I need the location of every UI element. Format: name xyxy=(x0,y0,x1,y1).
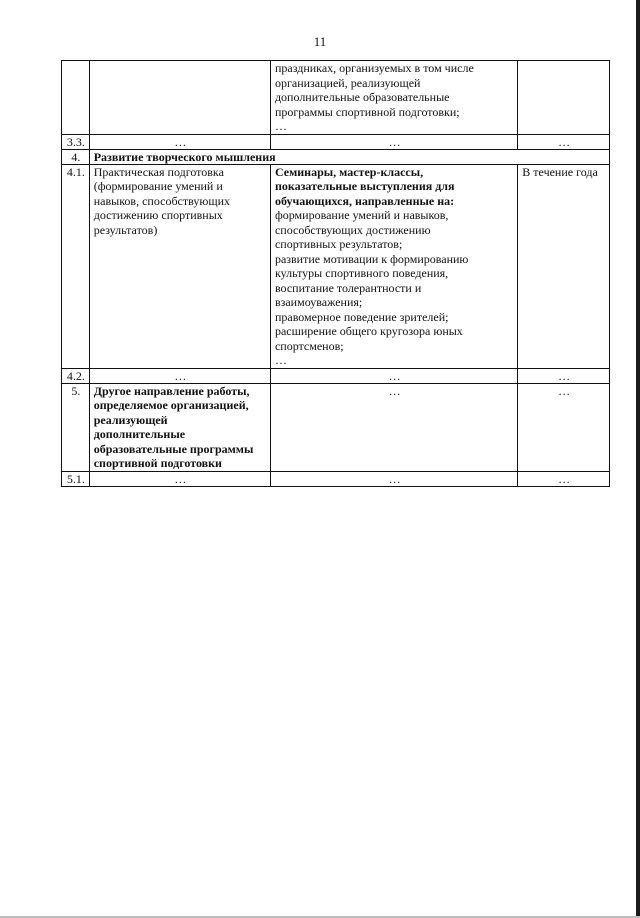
table-row xyxy=(62,61,610,135)
content-bold-line: обучающихся, направленные на: xyxy=(274,193,455,208)
cell-date: … xyxy=(518,471,610,486)
name-line: навыков, способствующих xyxy=(93,193,231,208)
content-line: правомерное поведение зрителей; xyxy=(274,309,449,324)
name-bold-line: дополнительные xyxy=(93,427,186,441)
cell-content: … xyxy=(270,383,517,471)
name-bold-line: Другое направление работы, xyxy=(93,383,250,398)
cell-date: … xyxy=(518,134,610,149)
cell-name: … xyxy=(89,134,270,149)
cell-content: … xyxy=(270,471,517,486)
content-bold-line: показательные выступления для xyxy=(274,179,455,193)
content-line: организацией, реализующей xyxy=(274,75,421,90)
cell-content xyxy=(270,61,517,135)
table-row xyxy=(62,368,610,383)
name-line: (формирование умений и xyxy=(93,179,223,193)
cell-name xyxy=(89,61,270,135)
page-number: 11 xyxy=(313,34,327,49)
name-bold-line: реализующей xyxy=(93,412,168,427)
table-row xyxy=(62,164,610,368)
content-line: … xyxy=(274,353,287,367)
name-bold-line: определяемое организацией, xyxy=(93,398,249,412)
cell-content: … xyxy=(270,368,517,383)
cell-num: 4. xyxy=(62,149,90,164)
content-line: способствующих достижению xyxy=(274,222,431,237)
cell-date: … xyxy=(518,383,610,471)
cell-num: 4.1. xyxy=(62,164,90,368)
name-line: результатов) xyxy=(93,222,158,237)
cell-content: … xyxy=(270,134,517,149)
content-line: спортсменов; xyxy=(274,338,344,353)
table-row xyxy=(62,383,610,471)
cell-date: В течение года xyxy=(518,164,610,368)
content-line: формирование умений и навыков, xyxy=(274,208,449,222)
content-line: взаимоуважения; xyxy=(274,295,363,309)
content-line: расширение общего кругозора юных xyxy=(274,324,463,338)
content-line: культуры спортивного поведения, xyxy=(274,266,449,280)
cell-num: 4.2. xyxy=(62,368,90,383)
cell-name: … xyxy=(89,368,270,383)
cell-name xyxy=(89,383,270,471)
cell-date xyxy=(518,61,610,135)
cell-num: 3.3. xyxy=(62,134,90,149)
cell-num xyxy=(62,61,90,135)
name-bold-line: образовательные программы xyxy=(93,441,254,456)
cell-content xyxy=(270,164,517,368)
plan-table xyxy=(61,60,610,487)
table-row xyxy=(62,471,610,486)
content-line: … xyxy=(274,119,287,133)
content-line: воспитание толерантности и xyxy=(274,280,422,295)
page-edge-right xyxy=(636,0,640,918)
content-line: программы спортивной подготовки; xyxy=(274,104,460,119)
cell-num: 5. xyxy=(62,383,90,471)
section-title: Развитие творческого мышления xyxy=(89,149,609,164)
cell-date: … xyxy=(518,368,610,383)
name-line: Практическая подготовка xyxy=(93,164,224,179)
content-line: спортивных результатов; xyxy=(274,237,403,251)
table-row xyxy=(62,134,610,149)
content-line: дополнительные образовательные xyxy=(274,90,450,104)
cell-num: 5.1. xyxy=(62,471,90,486)
content-line: праздниках, организуемых в том числе xyxy=(274,61,474,75)
name-bold-line: спортивной подготовки xyxy=(93,456,222,470)
name-line: достижению спортивных xyxy=(93,208,223,222)
cell-name: … xyxy=(89,471,270,486)
cell-name xyxy=(89,164,270,368)
content-bold-line: Семинары, мастер-классы, xyxy=(274,164,424,179)
content-line: развитие мотивации к формированию xyxy=(274,251,469,266)
table-row xyxy=(62,149,610,164)
